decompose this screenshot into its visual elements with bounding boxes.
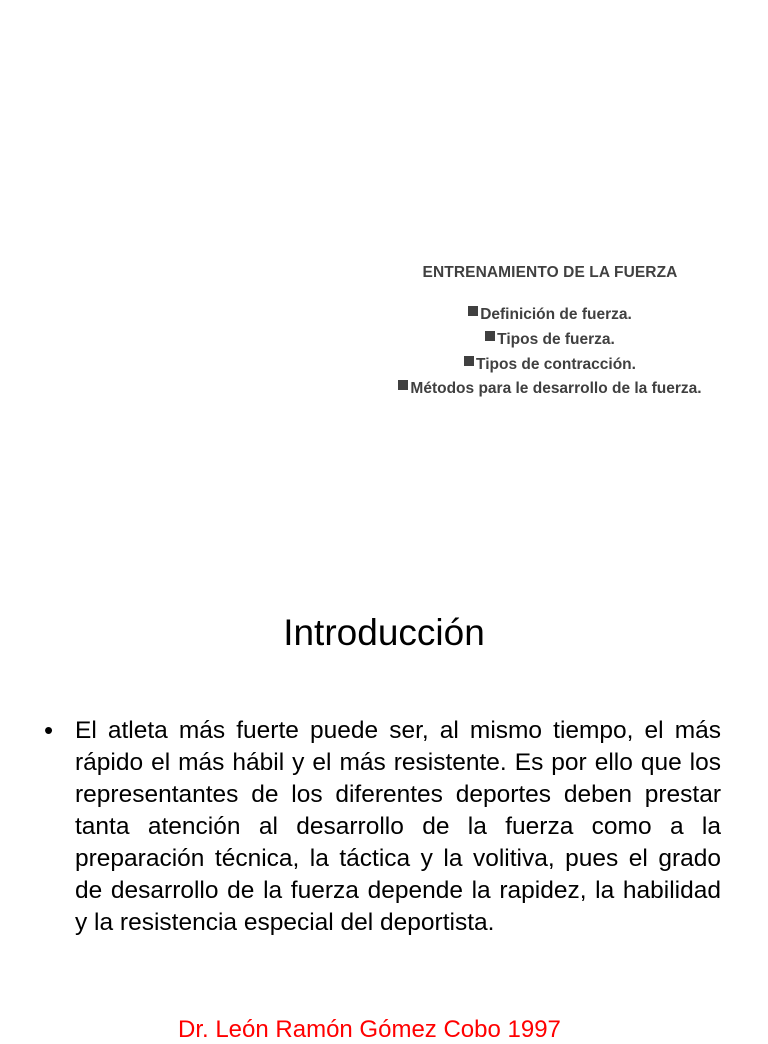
slide-introduccion	[0, 576, 768, 1043]
citation: Dr. León Ramón Gómez Cobo 1997	[178, 1016, 561, 1043]
bullet-glyph: •	[44, 715, 54, 745]
slide-heading: Introducción	[283, 612, 485, 653]
intro-paragraph: El atleta más fuerte puede ser, al mismo tiempo, el más rápido el más hábil y el más resistente. Es por ello que los representantes de los diferentes deportes deben prestar tanta atención al desarrollo de la fuerza como a la preparación técnica, la táctica y la volitiva, pues el grado de desarrollo de la fuerza depende la rapidez, la habilidad y la resistencia especial del deportista.	[75, 717, 721, 936]
toc-item-tipos-fuerza: Tipos de fuerza.	[390, 329, 710, 350]
toc-item-tipos-contraccion: Tipos de contracción.	[390, 354, 710, 375]
toc-item-metodos: Métodos para le desarrollo de la fuerza.	[395, 379, 705, 399]
toc-item-definicion: Definición de fuerza.	[390, 304, 710, 325]
toc-list	[390, 304, 710, 399]
square-bullet-icon	[485, 331, 495, 341]
square-bullet-icon	[468, 306, 478, 316]
toc-title: ENTRENAMIENTO DE LA FUERZA	[422, 264, 678, 281]
table-of-contents	[390, 264, 710, 403]
square-bullet-icon	[464, 356, 474, 366]
square-bullet-icon	[398, 380, 408, 390]
